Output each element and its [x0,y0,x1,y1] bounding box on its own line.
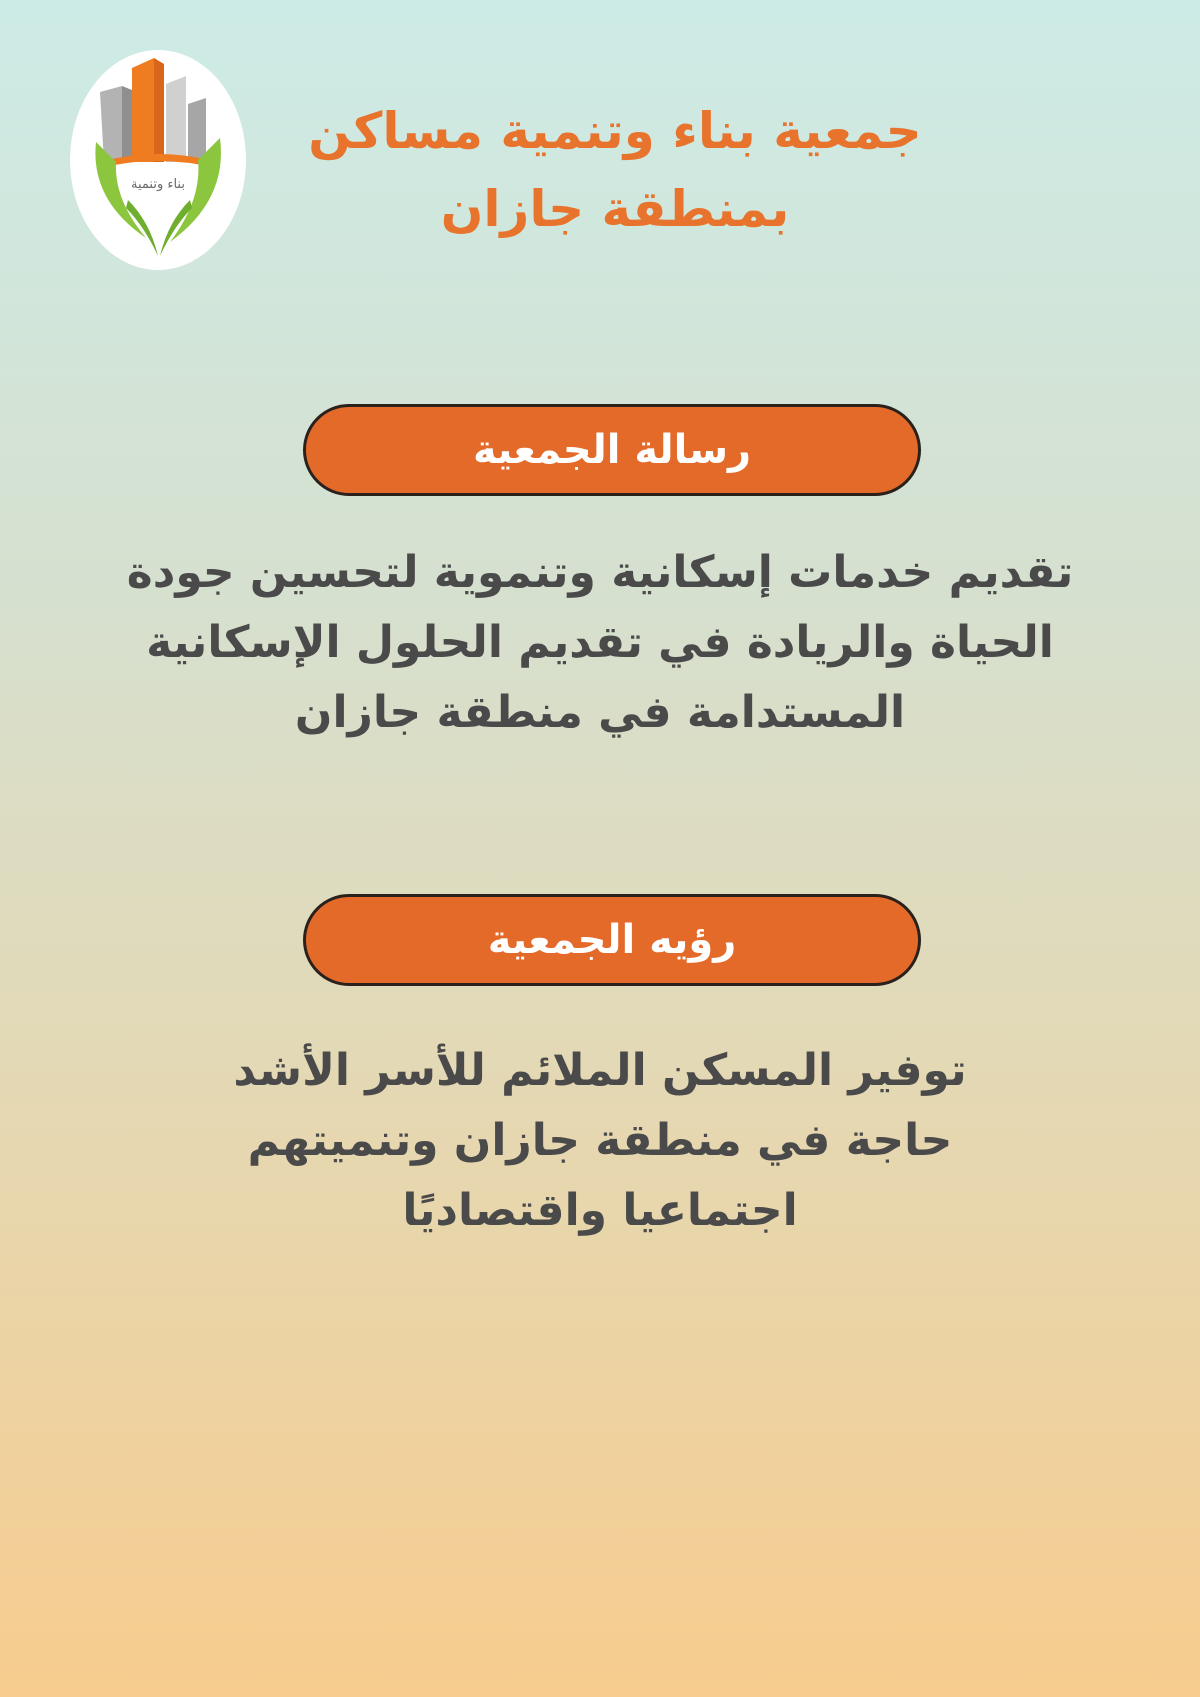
vision-heading-badge [303,894,921,986]
mission-text [100,538,1100,748]
mission-line-1: تقديم خدمات إسكانية وتنموية لتحسين جودة [126,547,1074,598]
page-title [300,92,930,248]
vision-text [100,1036,1100,1246]
vision-line-1: توفير المسكن الملائم للأسر الأشد [233,1045,967,1096]
mission-line-2: الحياة والريادة في تقديم الحلول الإسكانية [146,617,1054,668]
title-line-1: جمعية بناء وتنمية مساكن [308,102,922,160]
mission-heading: رسالة الجمعية [472,427,752,473]
mission-line-3: المستدامة في منطقة جازان [294,687,906,738]
organization-logo [70,50,246,270]
title-line-2: بمنطقة جازان [440,180,790,238]
vision-heading: رؤيه الجمعية [487,917,737,963]
mission-heading-badge [303,404,921,496]
logo-building-icon [70,50,246,270]
vision-line-2: حاجة في منطقة جازان وتنميتهم [247,1115,953,1166]
svg-text:بناء وتنمية: بناء وتنمية [131,177,185,192]
vision-line-3: اجتماعيا واقتصاديًا [402,1185,798,1236]
